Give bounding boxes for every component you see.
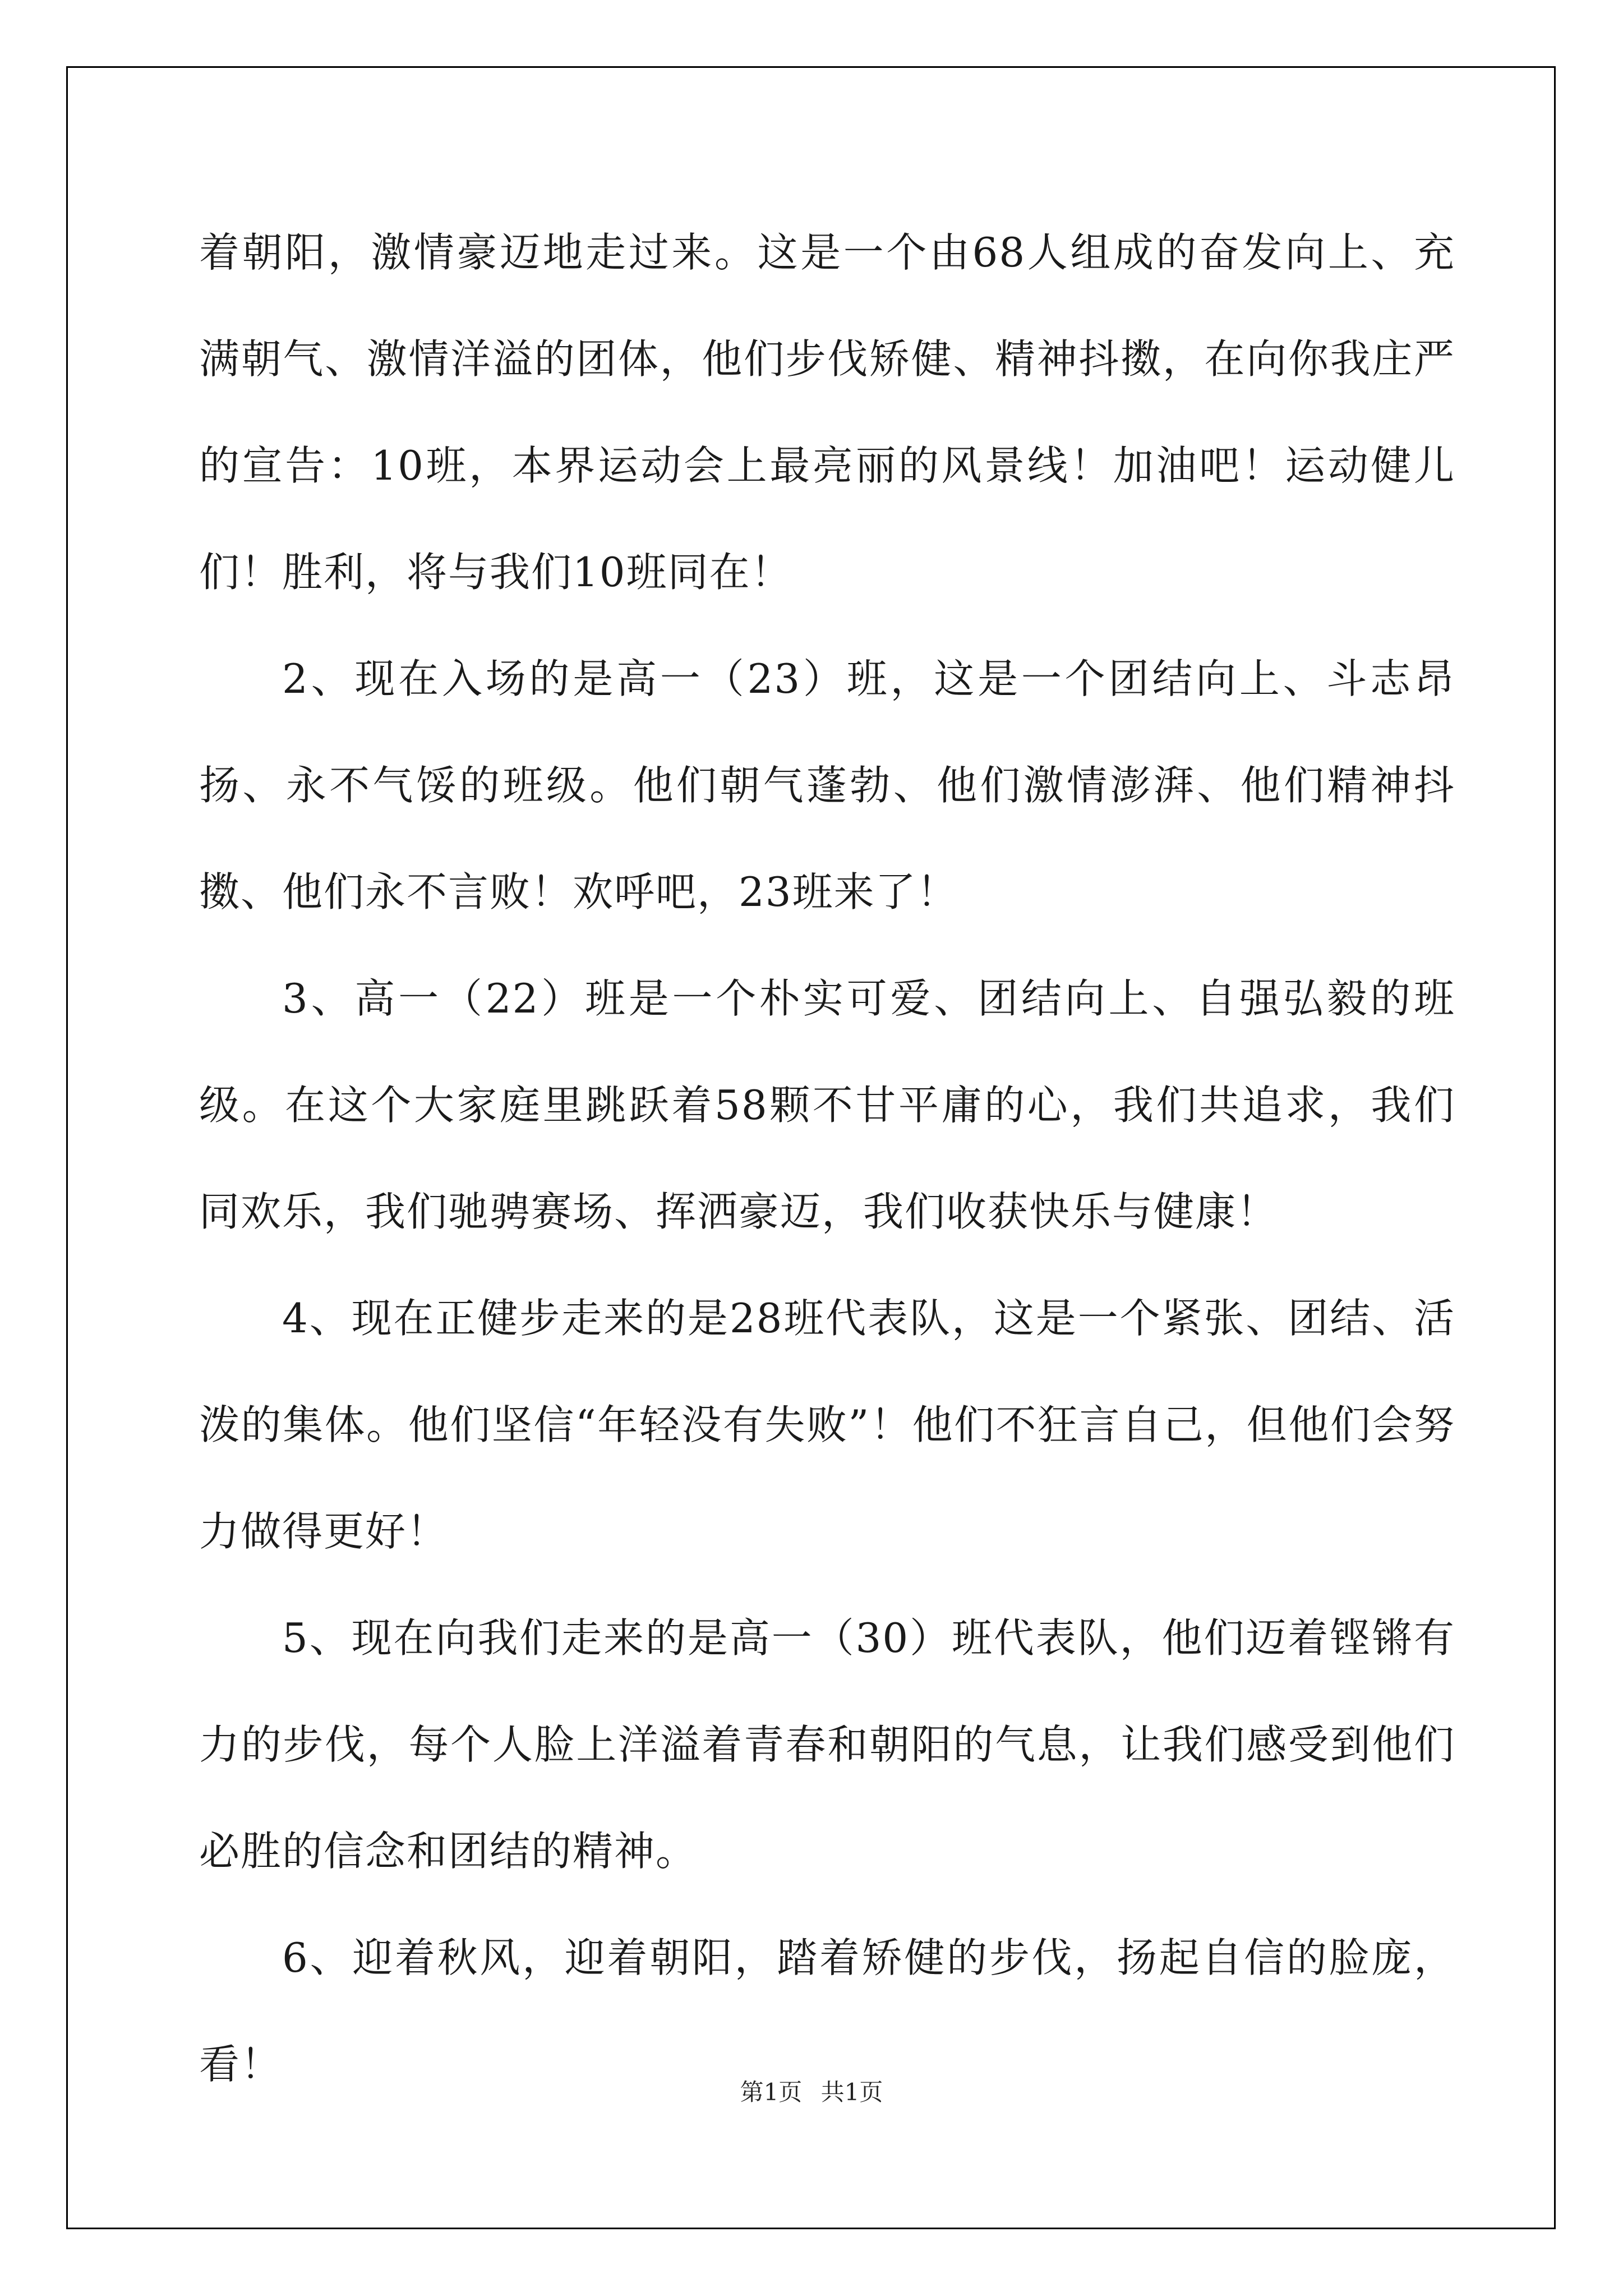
paragraph-item-3: 3、高一（22）班是一个朴实可爱、团结向上、自强弘毅的班级。在这个大家庭里跳跃着58颗不甘平庸的心，我们共追求，我们同欢乐，我们驰骋赛场、挥洒豪迈，我们收获快乐与健康！ <box>199 975 1455 1235</box>
document-body <box>199 199 1455 2118</box>
paragraph-item-6: 6、迎着秋风，迎着朝阳，踏着矫健的步伐，扬起自信的脸庞，看！ <box>199 1934 1455 2088</box>
paragraph-item-5: 5、现在向我们走来的是高一（30）班代表队，他们迈着铿锵有力的步伐，每个人脸上洋溢着青春和朝阳的气息，让我们感受到他们必胜的信念和团结的精神。 <box>199 1614 1455 1875</box>
page-footer <box>0 2076 1623 2109</box>
paragraph-item-2: 2、现在入场的是高一（23）班，这是一个团结向上、斗志昂扬、永不气馁的班级。他们朝气蓬勃、他们激情澎湃、他们精神抖擞、他们永不言败！欢呼吧，23班来了！ <box>199 655 1455 915</box>
page-total: 共1页 <box>820 2078 883 2106</box>
page-number: 第1页 <box>740 2078 803 2106</box>
paragraph-continuation: 着朝阳，激情豪迈地走过来。这是一个由68人组成的奋发向上、充满朝气、激情洋溢的团体，他们步伐矫健、精神抖擞，在向你我庄严的宣告：10班，本界运动会上最亮丽的风景线！加油吧！运动健儿们！胜利，将与我们10班同在！ <box>199 229 1455 596</box>
paragraph-item-4: 4、现在正健步走来的是28班代表队，这是一个紧张、团结、活泼的集体。他们坚信“年轻没有失败”！他们不狂言自己，但他们会努力做得更好！ <box>199 1295 1455 1555</box>
